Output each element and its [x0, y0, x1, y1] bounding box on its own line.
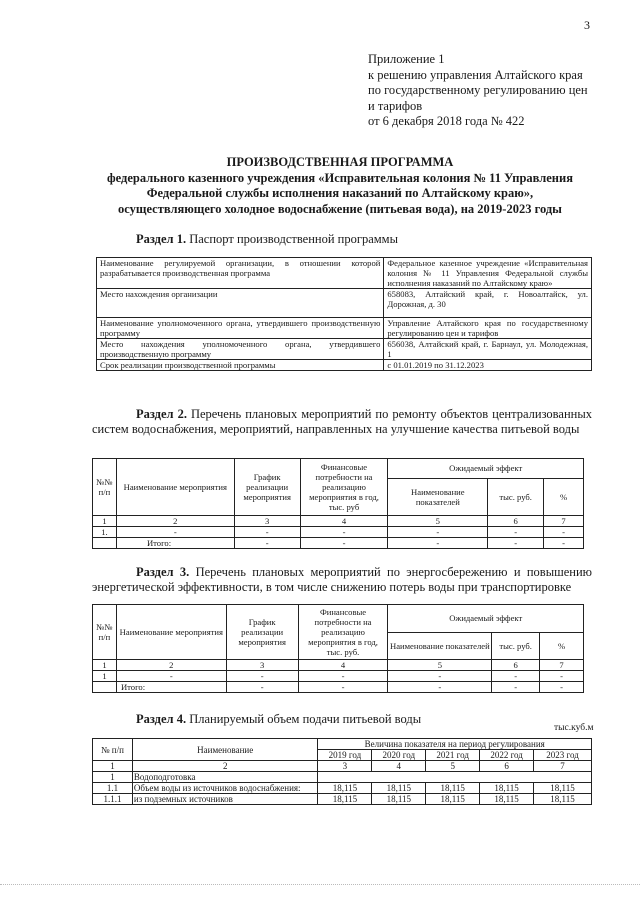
table-total-row: [93, 682, 584, 693]
header-effect: Ожидаемый эффект: [388, 459, 584, 479]
table-cell: [93, 538, 117, 549]
table-cell: 7: [534, 761, 592, 772]
table-cell: -: [388, 527, 488, 538]
table-row: [97, 318, 592, 339]
table-cell: 1: [93, 761, 133, 772]
header-schedule: График реализации мероприятия: [226, 605, 298, 660]
section2-heading: [92, 407, 592, 437]
table-row: [93, 772, 592, 783]
table-cell: 18,115: [534, 783, 592, 794]
table-row: [97, 289, 592, 318]
title-line: федерального казенного учреждения «Исправительная колония № 11 Управления: [107, 170, 573, 185]
table-cell: Управление Алтайского края по государственному регулированию цен и тарифов: [384, 318, 592, 339]
table-cell: Федеральное казенное учреждение «Исправительная колония № 11 Управления Федеральной службы исполнения наказаний по Алтайскому краю»: [384, 258, 592, 289]
section-label: Раздел 4.: [136, 712, 187, 726]
table-row: [93, 671, 584, 682]
appendix-line: Приложение 1: [368, 52, 445, 66]
table-index-row: [93, 761, 592, 772]
table-cell: 18,115: [318, 794, 372, 805]
table-cell: 5: [388, 660, 492, 671]
header-year: 2021 год: [426, 750, 480, 761]
table-row: [93, 527, 584, 538]
table-cell: 6: [492, 660, 540, 671]
header-name: Наименование: [132, 739, 318, 761]
table-cell: 1: [93, 772, 133, 783]
table-cell: -: [388, 682, 492, 693]
table-cell: -: [540, 671, 584, 682]
table-row: [97, 258, 592, 289]
table-cell: 1.: [93, 527, 117, 538]
table-cell: 1: [93, 516, 117, 527]
table-cell: [318, 772, 592, 783]
section-text: Перечень плановых мероприятий по энергосбережению и повышению энергетической эффективности, в том числе снижению потерь воды при транспортировке: [92, 565, 592, 594]
table-cell: -: [488, 527, 544, 538]
title-line: Федеральной службы исполнения наказаний по Алтайскому краю»,: [146, 186, 534, 200]
header-name: Наименование мероприятия: [116, 605, 226, 660]
table-cell: Место нахождения уполномоченного органа, утвердившего производственную программу: [97, 339, 384, 360]
header-thousand: тыс. руб.: [488, 478, 544, 515]
table-cell: 3: [226, 660, 298, 671]
table-header-row: [93, 459, 584, 479]
table-cell: -: [226, 682, 298, 693]
table-cell: -: [234, 538, 300, 549]
table-cell: 2: [116, 660, 226, 671]
page-edge-divider: [0, 884, 640, 885]
header-num: №№ п/п: [93, 459, 117, 516]
table-cell: Место нахождения организации: [97, 289, 384, 318]
table-cell: -: [540, 682, 584, 693]
table-cell: -: [388, 538, 488, 549]
table-cell: [93, 682, 117, 693]
table-index-row: [93, 660, 584, 671]
table-cell: с 01.01.2019 по 31.12.2023: [384, 360, 592, 371]
section-label: Раздел 2.: [136, 407, 187, 421]
table-cell: -: [492, 671, 540, 682]
appendix-block: [368, 52, 588, 130]
header-year: 2020 год: [372, 750, 426, 761]
table-cell: -: [388, 671, 492, 682]
appendix-line: по государственному регулированию цен: [368, 83, 588, 97]
header-finance: Финансовые потребности на реализацию мероприятия в год, тыс. руб.: [298, 605, 388, 660]
header-thousand: тыс. руб.: [492, 632, 540, 660]
table-cell: 5: [426, 761, 480, 772]
table-cell: 1.1: [93, 783, 133, 794]
header-num: № п/п: [93, 739, 133, 761]
energy-measures-table: [92, 604, 584, 693]
header-year: 2019 год: [318, 750, 372, 761]
table-cell: 6: [480, 761, 534, 772]
title-line: ПРОИЗВОДСТВЕННАЯ ПРОГРАММА: [226, 155, 454, 169]
table-cell: 2: [116, 516, 234, 527]
header-schedule: График реализации мероприятия: [234, 459, 300, 516]
section3-heading: [92, 565, 592, 595]
page-number: 3: [584, 18, 590, 32]
table-cell: 18,115: [372, 794, 426, 805]
header-name: Наименование мероприятия: [116, 459, 234, 516]
header-percent: %: [540, 632, 584, 660]
table-row: [93, 783, 592, 794]
document-title: [40, 155, 640, 217]
table-header-row: [93, 739, 592, 750]
table-cell: -: [492, 682, 540, 693]
water-volume-table: [92, 738, 592, 805]
appendix-line: и тарифов: [368, 98, 423, 113]
table-cell: 6: [488, 516, 544, 527]
table-cell: 5: [388, 516, 488, 527]
table-cell: Объем воды из источников водоснабжения:: [132, 783, 318, 794]
section-text: Планируемый объем подачи питьевой воды: [186, 712, 422, 726]
table-cell: -: [298, 682, 388, 693]
passport-table: [96, 257, 592, 371]
table-cell: 1.1.1: [93, 794, 133, 805]
table-row: [93, 794, 592, 805]
appendix-line: к решению управления Алтайского края: [368, 67, 583, 82]
table-header-row: [93, 605, 584, 633]
table-cell: -: [298, 671, 388, 682]
header-period: Величина показателя на период регулирования: [318, 739, 592, 750]
table-cell: Водоподготовка: [132, 772, 318, 783]
table-cell: -: [544, 527, 584, 538]
section4-heading: [136, 712, 421, 727]
table-total-row: [93, 538, 584, 549]
table-index-row: [93, 516, 584, 527]
section-text: Перечень плановых мероприятий по ремонту объектов централизованных систем водоснабжения, мероприятий, направленных на улучшение качества питьевой воды: [92, 407, 592, 436]
header-year: 2022 год: [480, 750, 534, 761]
table-cell: -: [116, 527, 234, 538]
appendix-line: от 6 декабря 2018 года № 422: [368, 114, 525, 128]
repair-measures-table: [92, 458, 584, 549]
table-cell: 18,115: [318, 783, 372, 794]
table-row: [97, 339, 592, 360]
table-cell: 7: [540, 660, 584, 671]
table-cell: 18,115: [480, 794, 534, 805]
table-cell: 18,115: [480, 783, 534, 794]
title-line: осуществляющего холодное водоснабжение (питьевая вода), на 2019-2023 годы: [118, 201, 562, 216]
unit-label: тыс.куб.м: [554, 723, 594, 733]
section-label: Раздел 3.: [136, 565, 190, 579]
table-cell: Срок реализации производственной программы: [97, 360, 384, 371]
header-effect: Ожидаемый эффект: [388, 605, 584, 633]
table-cell: 7: [544, 516, 584, 527]
table-row: [97, 360, 592, 371]
header-indicator: Наименование показателей: [388, 478, 488, 515]
table-cell: 656038, Алтайский край, г. Барнаул, ул. Молодежная, 1: [384, 339, 592, 360]
table-cell: из подземных источников: [132, 794, 318, 805]
total-label: Итого:: [116, 538, 234, 549]
table-cell: 4: [298, 660, 388, 671]
header-num: №№ п/п: [93, 605, 117, 660]
table-cell: 658083, Алтайский край, г. Новоалтайск, ул. Дорожная, д. 30: [384, 289, 592, 318]
table-cell: 4: [372, 761, 426, 772]
table-cell: Наименование уполномоченного органа, утвердившего производственную программу: [97, 318, 384, 339]
table-cell: 3: [318, 761, 372, 772]
total-label: Итого:: [116, 682, 226, 693]
table-cell: 2: [132, 761, 318, 772]
section1-heading: [136, 232, 398, 247]
table-cell: -: [488, 538, 544, 549]
table-cell: 18,115: [426, 783, 480, 794]
table-cell: 18,115: [426, 794, 480, 805]
table-cell: -: [300, 538, 388, 549]
header-indicator: Наименование показателей: [388, 632, 492, 660]
header-year: 2023 год: [534, 750, 592, 761]
section-text: Паспорт производственной программы: [186, 232, 398, 246]
table-cell: 3: [234, 516, 300, 527]
header-finance: Финансовые потребности на реализацию мероприятия в год, тыс. руб: [300, 459, 388, 516]
table-cell: -: [234, 527, 300, 538]
table-cell: -: [116, 671, 226, 682]
table-cell: -: [544, 538, 584, 549]
table-cell: 1: [93, 660, 117, 671]
table-cell: 18,115: [372, 783, 426, 794]
table-cell: -: [226, 671, 298, 682]
table-cell: 4: [300, 516, 388, 527]
table-cell: 18,115: [534, 794, 592, 805]
table-cell: 1: [93, 671, 117, 682]
table-cell: -: [300, 527, 388, 538]
section-label: Раздел 1.: [136, 232, 187, 246]
table-cell: Наименование регулируемой организации, в отношении которой разрабатывается производственная программа: [97, 258, 384, 289]
header-percent: %: [544, 478, 584, 515]
